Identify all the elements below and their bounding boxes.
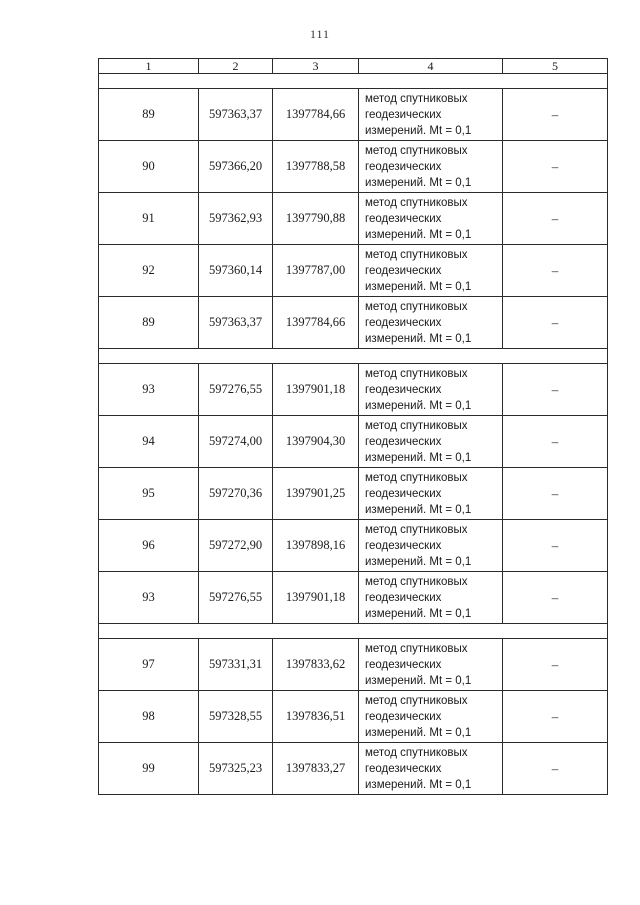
point-number-cell: 91 <box>99 193 199 245</box>
method-line: метод спутниковых <box>365 300 468 313</box>
y-coordinate-cell: 1397901,18 <box>273 572 359 624</box>
y-coordinate-cell: 1397901,25 <box>273 468 359 520</box>
column-5-cell: – <box>503 89 608 141</box>
x-coordinate-cell: 597274,00 <box>199 416 273 468</box>
method-cell <box>359 89 503 141</box>
point-number-cell: 98 <box>99 691 199 743</box>
y-coordinate-cell: 1397790,88 <box>273 193 359 245</box>
table-row <box>99 245 608 297</box>
page-number: 111 <box>309 27 331 41</box>
column-5-cell: – <box>503 468 608 520</box>
method-line: измерений. Mt = 0,1 <box>365 778 472 791</box>
method-line: геодезических <box>365 435 442 448</box>
x-coordinate-cell: 597270,36 <box>199 468 273 520</box>
method-line: измерений. Mt = 0,1 <box>365 124 472 137</box>
method-cell <box>359 193 503 245</box>
method-line: измерений. Mt = 0,1 <box>365 280 472 293</box>
method-line: измерений. Mt = 0,1 <box>365 503 472 516</box>
point-number-cell: 99 <box>99 743 199 795</box>
method-line: измерений. Mt = 0,1 <box>365 176 472 189</box>
method-cell <box>359 468 503 520</box>
method-line: метод спутниковых <box>365 471 468 484</box>
method-cell <box>359 141 503 193</box>
x-coordinate-cell: 597328,55 <box>199 691 273 743</box>
table-row <box>99 743 608 795</box>
y-coordinate-cell: 1397784,66 <box>273 89 359 141</box>
column-5-cell: – <box>503 141 608 193</box>
point-number-cell: 94 <box>99 416 199 468</box>
method-line: метод спутниковых <box>365 367 468 380</box>
y-coordinate-cell: 1397788,58 <box>273 141 359 193</box>
column-number-header: 1 <box>99 59 199 74</box>
method-line: геодезических <box>365 316 442 329</box>
table-row <box>99 572 608 624</box>
group-separator-cell <box>99 349 608 364</box>
method-line: измерений. Mt = 0,1 <box>365 674 472 687</box>
y-coordinate-cell: 1397904,30 <box>273 416 359 468</box>
column-5-cell: – <box>503 691 608 743</box>
x-coordinate-cell: 597363,37 <box>199 297 273 349</box>
method-cell <box>359 572 503 624</box>
point-number-cell: 90 <box>99 141 199 193</box>
method-line: измерений. Mt = 0,1 <box>365 332 472 345</box>
column-number-row <box>99 59 608 74</box>
x-coordinate-cell: 597366,20 <box>199 141 273 193</box>
column-number-header: 5 <box>503 59 608 74</box>
method-cell <box>359 364 503 416</box>
x-coordinate-cell: 597272,90 <box>199 520 273 572</box>
y-coordinate-cell: 1397836,51 <box>273 691 359 743</box>
column-5-cell: – <box>503 743 608 795</box>
method-line: метод спутниковых <box>365 248 468 261</box>
x-coordinate-cell: 597362,93 <box>199 193 273 245</box>
method-line: метод спутниковых <box>365 642 468 655</box>
column-5-cell: – <box>503 245 608 297</box>
method-line: геодезических <box>365 264 442 277</box>
point-number-cell: 96 <box>99 520 199 572</box>
method-cell <box>359 520 503 572</box>
point-number-cell: 89 <box>99 297 199 349</box>
method-line: измерений. Mt = 0,1 <box>365 451 472 464</box>
table-row <box>99 297 608 349</box>
method-line: метод спутниковых <box>365 419 468 432</box>
x-coordinate-cell: 597276,55 <box>199 572 273 624</box>
x-coordinate-cell: 597331,31 <box>199 639 273 691</box>
x-coordinate-cell: 597363,37 <box>199 89 273 141</box>
table-row <box>99 416 608 468</box>
column-number-header: 3 <box>273 59 359 74</box>
method-line: геодезических <box>365 108 442 121</box>
method-line: геодезических <box>365 658 442 671</box>
method-line: геодезических <box>365 212 442 225</box>
point-number-cell: 95 <box>99 468 199 520</box>
x-coordinate-cell: 597325,23 <box>199 743 273 795</box>
table-row <box>99 364 608 416</box>
coordinates-table-body <box>99 59 608 795</box>
point-number-cell: 97 <box>99 639 199 691</box>
column-number-header: 2 <box>199 59 273 74</box>
method-cell <box>359 743 503 795</box>
column-5-cell: – <box>503 572 608 624</box>
method-line: геодезических <box>365 383 442 396</box>
method-line: геодезических <box>365 591 442 604</box>
method-cell <box>359 691 503 743</box>
point-number-cell: 89 <box>99 89 199 141</box>
method-line: метод спутниковых <box>365 144 468 157</box>
column-5-cell: – <box>503 520 608 572</box>
column-5-cell: – <box>503 297 608 349</box>
point-number-cell: 93 <box>99 364 199 416</box>
group-separator-row <box>99 74 608 89</box>
method-line: измерений. Mt = 0,1 <box>365 555 472 568</box>
table-row <box>99 89 608 141</box>
y-coordinate-cell: 1397898,16 <box>273 520 359 572</box>
point-number-cell: 92 <box>99 245 199 297</box>
method-line: метод спутниковых <box>365 694 468 707</box>
method-line: измерений. Mt = 0,1 <box>365 726 472 739</box>
method-line: геодезических <box>365 539 442 552</box>
method-cell <box>359 639 503 691</box>
method-line: метод спутниковых <box>365 575 468 588</box>
group-separator-cell <box>99 624 608 639</box>
coordinates-table <box>98 58 608 795</box>
table-row <box>99 193 608 245</box>
table-row <box>99 141 608 193</box>
column-5-cell: – <box>503 364 608 416</box>
method-line: геодезических <box>365 762 442 775</box>
method-line: геодезических <box>365 487 442 500</box>
x-coordinate-cell: 597276,55 <box>199 364 273 416</box>
group-separator-row <box>99 624 608 639</box>
y-coordinate-cell: 1397901,18 <box>273 364 359 416</box>
method-line: метод спутниковых <box>365 523 468 536</box>
table-row <box>99 691 608 743</box>
table-row <box>99 520 608 572</box>
y-coordinate-cell: 1397833,62 <box>273 639 359 691</box>
group-separator-cell <box>99 74 608 89</box>
method-line: измерений. Mt = 0,1 <box>365 399 472 412</box>
method-line: геодезических <box>365 160 442 173</box>
method-cell <box>359 297 503 349</box>
point-number-cell: 93 <box>99 572 199 624</box>
column-number-header: 4 <box>359 59 503 74</box>
column-5-cell: – <box>503 193 608 245</box>
y-coordinate-cell: 1397787,00 <box>273 245 359 297</box>
method-line: метод спутниковых <box>365 196 468 209</box>
method-line: метод спутниковых <box>365 746 468 759</box>
y-coordinate-cell: 1397784,66 <box>273 297 359 349</box>
method-cell <box>359 416 503 468</box>
method-line: измерений. Mt = 0,1 <box>365 607 472 620</box>
column-5-cell: – <box>503 416 608 468</box>
table-row <box>99 639 608 691</box>
method-cell <box>359 245 503 297</box>
column-5-cell: – <box>503 639 608 691</box>
x-coordinate-cell: 597360,14 <box>199 245 273 297</box>
method-line: измерений. Mt = 0,1 <box>365 228 472 241</box>
method-line: метод спутниковых <box>365 92 468 105</box>
table-row <box>99 468 608 520</box>
y-coordinate-cell: 1397833,27 <box>273 743 359 795</box>
group-separator-row <box>99 349 608 364</box>
method-line: геодезических <box>365 710 442 723</box>
